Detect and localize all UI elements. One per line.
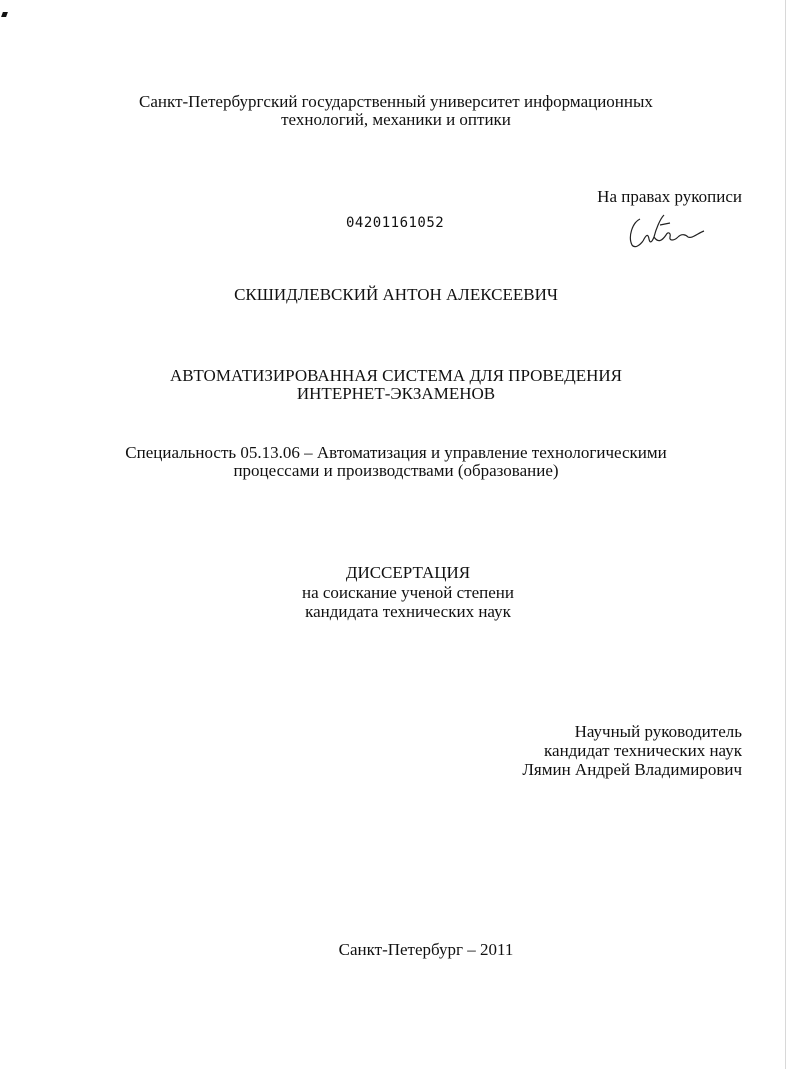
supervisor-degree: кандидат технических наук — [544, 741, 742, 760]
specialty-line-1: Специальность 05.13.06 – Автоматизация и управление технологическими — [125, 443, 667, 462]
specialty-line-2: процессами и производствами (образование) — [233, 461, 559, 480]
author-name: СКШИДЛЕВСКИЙ АНТОН АЛЕКСЕЕВИЧ — [234, 285, 558, 304]
signature-image — [624, 211, 708, 253]
supervisor-name: Лямин Андрей Владимирович — [522, 760, 742, 779]
supervisor-role: Научный руководитель — [574, 722, 742, 741]
title-line-2: ИНТЕРНЕТ-ЭКЗАМЕНОВ — [296, 384, 496, 403]
place-year: Санкт-Петербург – 2011 — [338, 940, 514, 959]
scan-corner-mark — [1, 12, 8, 17]
manuscript-note: На правах рукописи — [597, 187, 742, 206]
dissertation-line-1: на соискание ученой степени — [301, 583, 515, 602]
archive-number: 04201161052 — [346, 215, 445, 231]
university-line-1: Санкт-Петербургский государственный университет информационных — [139, 92, 653, 111]
dissertation-line-2: кандидата технических наук — [305, 602, 511, 621]
scan-edge-line — [785, 0, 786, 1069]
dissertation-heading: ДИССЕРТАЦИЯ — [345, 563, 471, 582]
university-line-2: технологий, механики и оптики — [281, 110, 511, 129]
title-line-1: АВТОМАТИЗИРОВАННАЯ СИСТЕМА ДЛЯ ПРОВЕДЕНИЯ — [170, 366, 622, 385]
